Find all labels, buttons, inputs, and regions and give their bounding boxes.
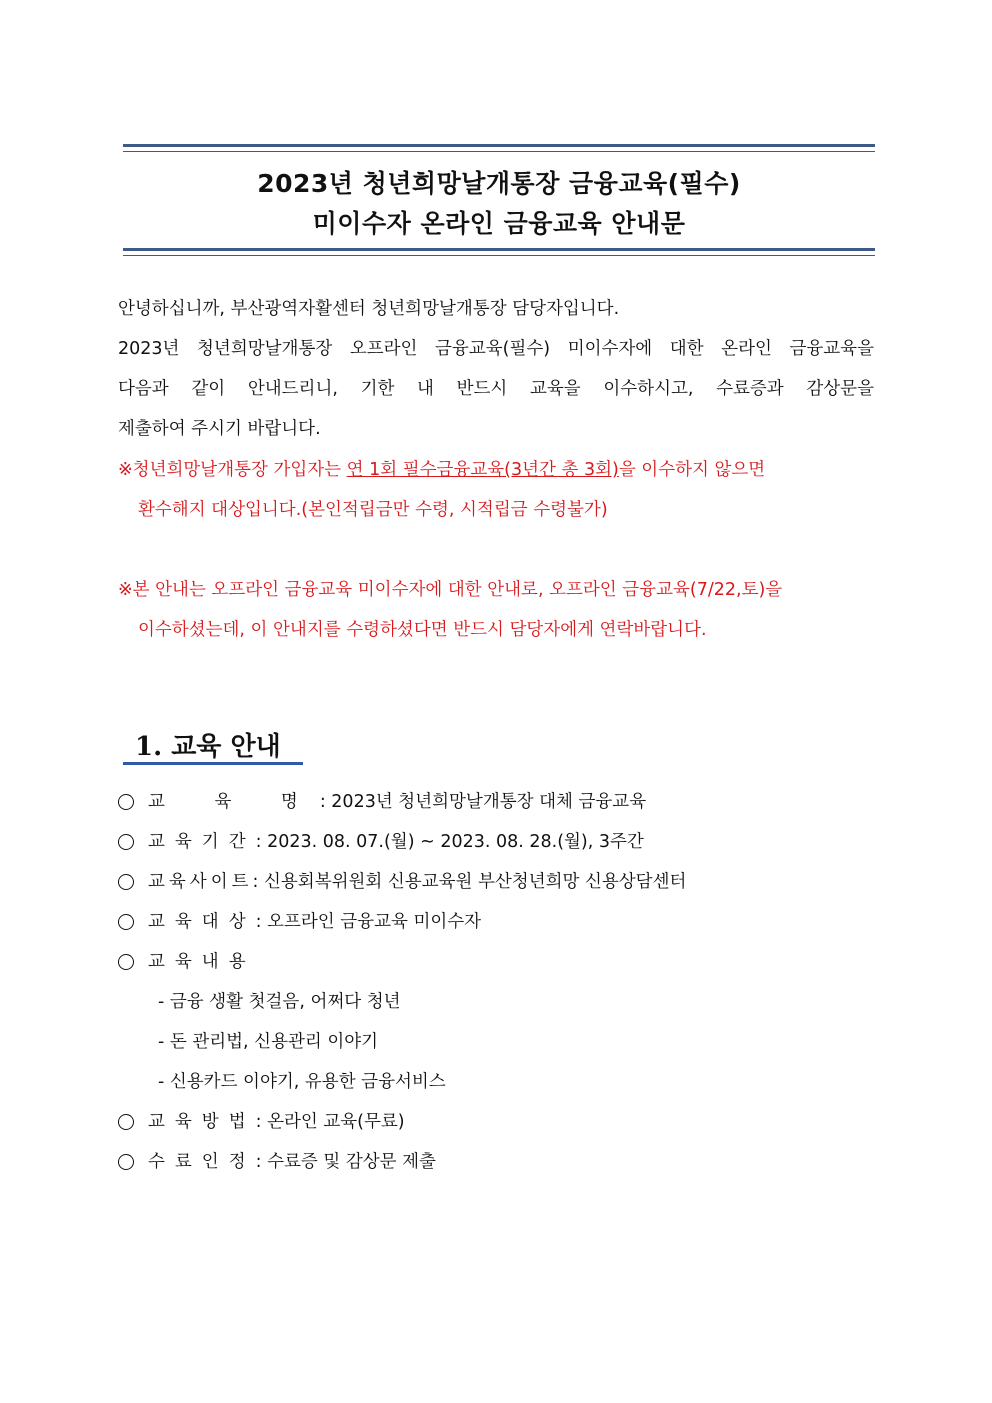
content-subitem: - 신용카드 이야기, 유용한 금융서비스	[158, 1072, 446, 1092]
circle-bullet-icon	[118, 1114, 134, 1130]
info-item-method	[118, 1102, 878, 1142]
info-label: 교 육 명	[148, 792, 320, 812]
notice-line: 환수해지 대상입니다.(본인적립금만 수령, 시적립금 수령불가)	[138, 500, 608, 520]
info-item-site	[118, 862, 878, 902]
info-value: : 2023. 08. 07.(월) ~ 2023. 08. 28.(월), 3주간	[255, 832, 644, 852]
section-title-underline	[123, 762, 303, 765]
circle-bullet-icon	[118, 874, 134, 890]
notice-underlined-text: 연 1회 필수금융교육(3년간 총 3회)	[346, 460, 619, 480]
info-label: 교육내용	[148, 952, 256, 972]
notice-line	[118, 450, 874, 490]
notice-line: 이수하셨는데, 이 안내지를 수령하셨다면 반드시 담당자에게 연락바랍니다.	[138, 620, 707, 640]
title-rule-bottom	[123, 248, 875, 256]
notice-withdrawal	[118, 450, 874, 530]
content-subitem: - 금융 생활 첫걸음, 어쩌다 청년	[158, 992, 401, 1012]
notice-line: ※본 안내는 오프라인 금융교육 미이수자에 대한 안내로, 오프라인 금융교육(7/22,토)을	[118, 580, 783, 600]
circle-bullet-icon	[118, 1154, 134, 1170]
intro-line: 제출하여 주시기 바랍니다.	[118, 419, 321, 439]
info-item-completion	[118, 1142, 878, 1182]
info-value: : 2023년 청년희망날개통장 대체 금융교육	[319, 792, 647, 812]
notice-offline-completion	[118, 570, 874, 650]
info-value: : 온라인 교육(무료)	[255, 1112, 405, 1132]
title-rule-top	[123, 144, 875, 152]
info-value: : 신용회복위원회 신용교육원 부산청년희망 신용상담센터	[252, 872, 687, 892]
info-value: : 오프라인 금융교육 미이수자	[255, 912, 482, 932]
document-title-line-1: 2023년 청년희망날개통장 금융교육(필수)	[257, 169, 741, 198]
info-label: 수료인정	[148, 1152, 256, 1172]
circle-bullet-icon	[118, 794, 134, 810]
notice-text: ※청년희망날개통장 가입자는	[118, 460, 347, 480]
notice-text: 을 이수하지 않으면	[618, 460, 766, 480]
circle-bullet-icon	[118, 954, 134, 970]
info-item-name	[118, 782, 878, 822]
info-label: 교육기간	[148, 832, 256, 852]
info-value: : 수료증 및 감상문 제출	[255, 1152, 436, 1172]
title-box	[123, 144, 875, 256]
content-subitem: - 돈 관리법, 신용관리 이야기	[158, 1032, 379, 1052]
intro-line: 다음과 같이 안내드리니, 기한 내 반드시 교육을 이수하시고, 수료증과 감상문을	[118, 379, 874, 399]
intro-line: 안녕하십니까, 부산광역자활센터 청년희망날개통장 담당자입니다.	[118, 299, 620, 319]
intro-paragraph	[118, 289, 874, 449]
info-label: 교육대상	[148, 912, 256, 932]
document-title-line-2: 미이수자 온라인 금융교육 안내문	[312, 209, 686, 238]
info-item-target	[118, 902, 878, 942]
circle-bullet-icon	[118, 834, 134, 850]
info-item-period	[118, 822, 878, 862]
intro-line: 2023년 청년희망날개통장 오프라인 금융교육(필수) 미이수자에 대한 온라인 금융교육을	[118, 339, 874, 359]
info-label: 교육사이트	[148, 872, 253, 892]
section-title: 1. 교육 안내	[135, 732, 281, 762]
info-label: 교육방법	[148, 1112, 256, 1132]
info-item-content	[118, 942, 878, 982]
education-info-list	[118, 782, 878, 1182]
circle-bullet-icon	[118, 914, 134, 930]
